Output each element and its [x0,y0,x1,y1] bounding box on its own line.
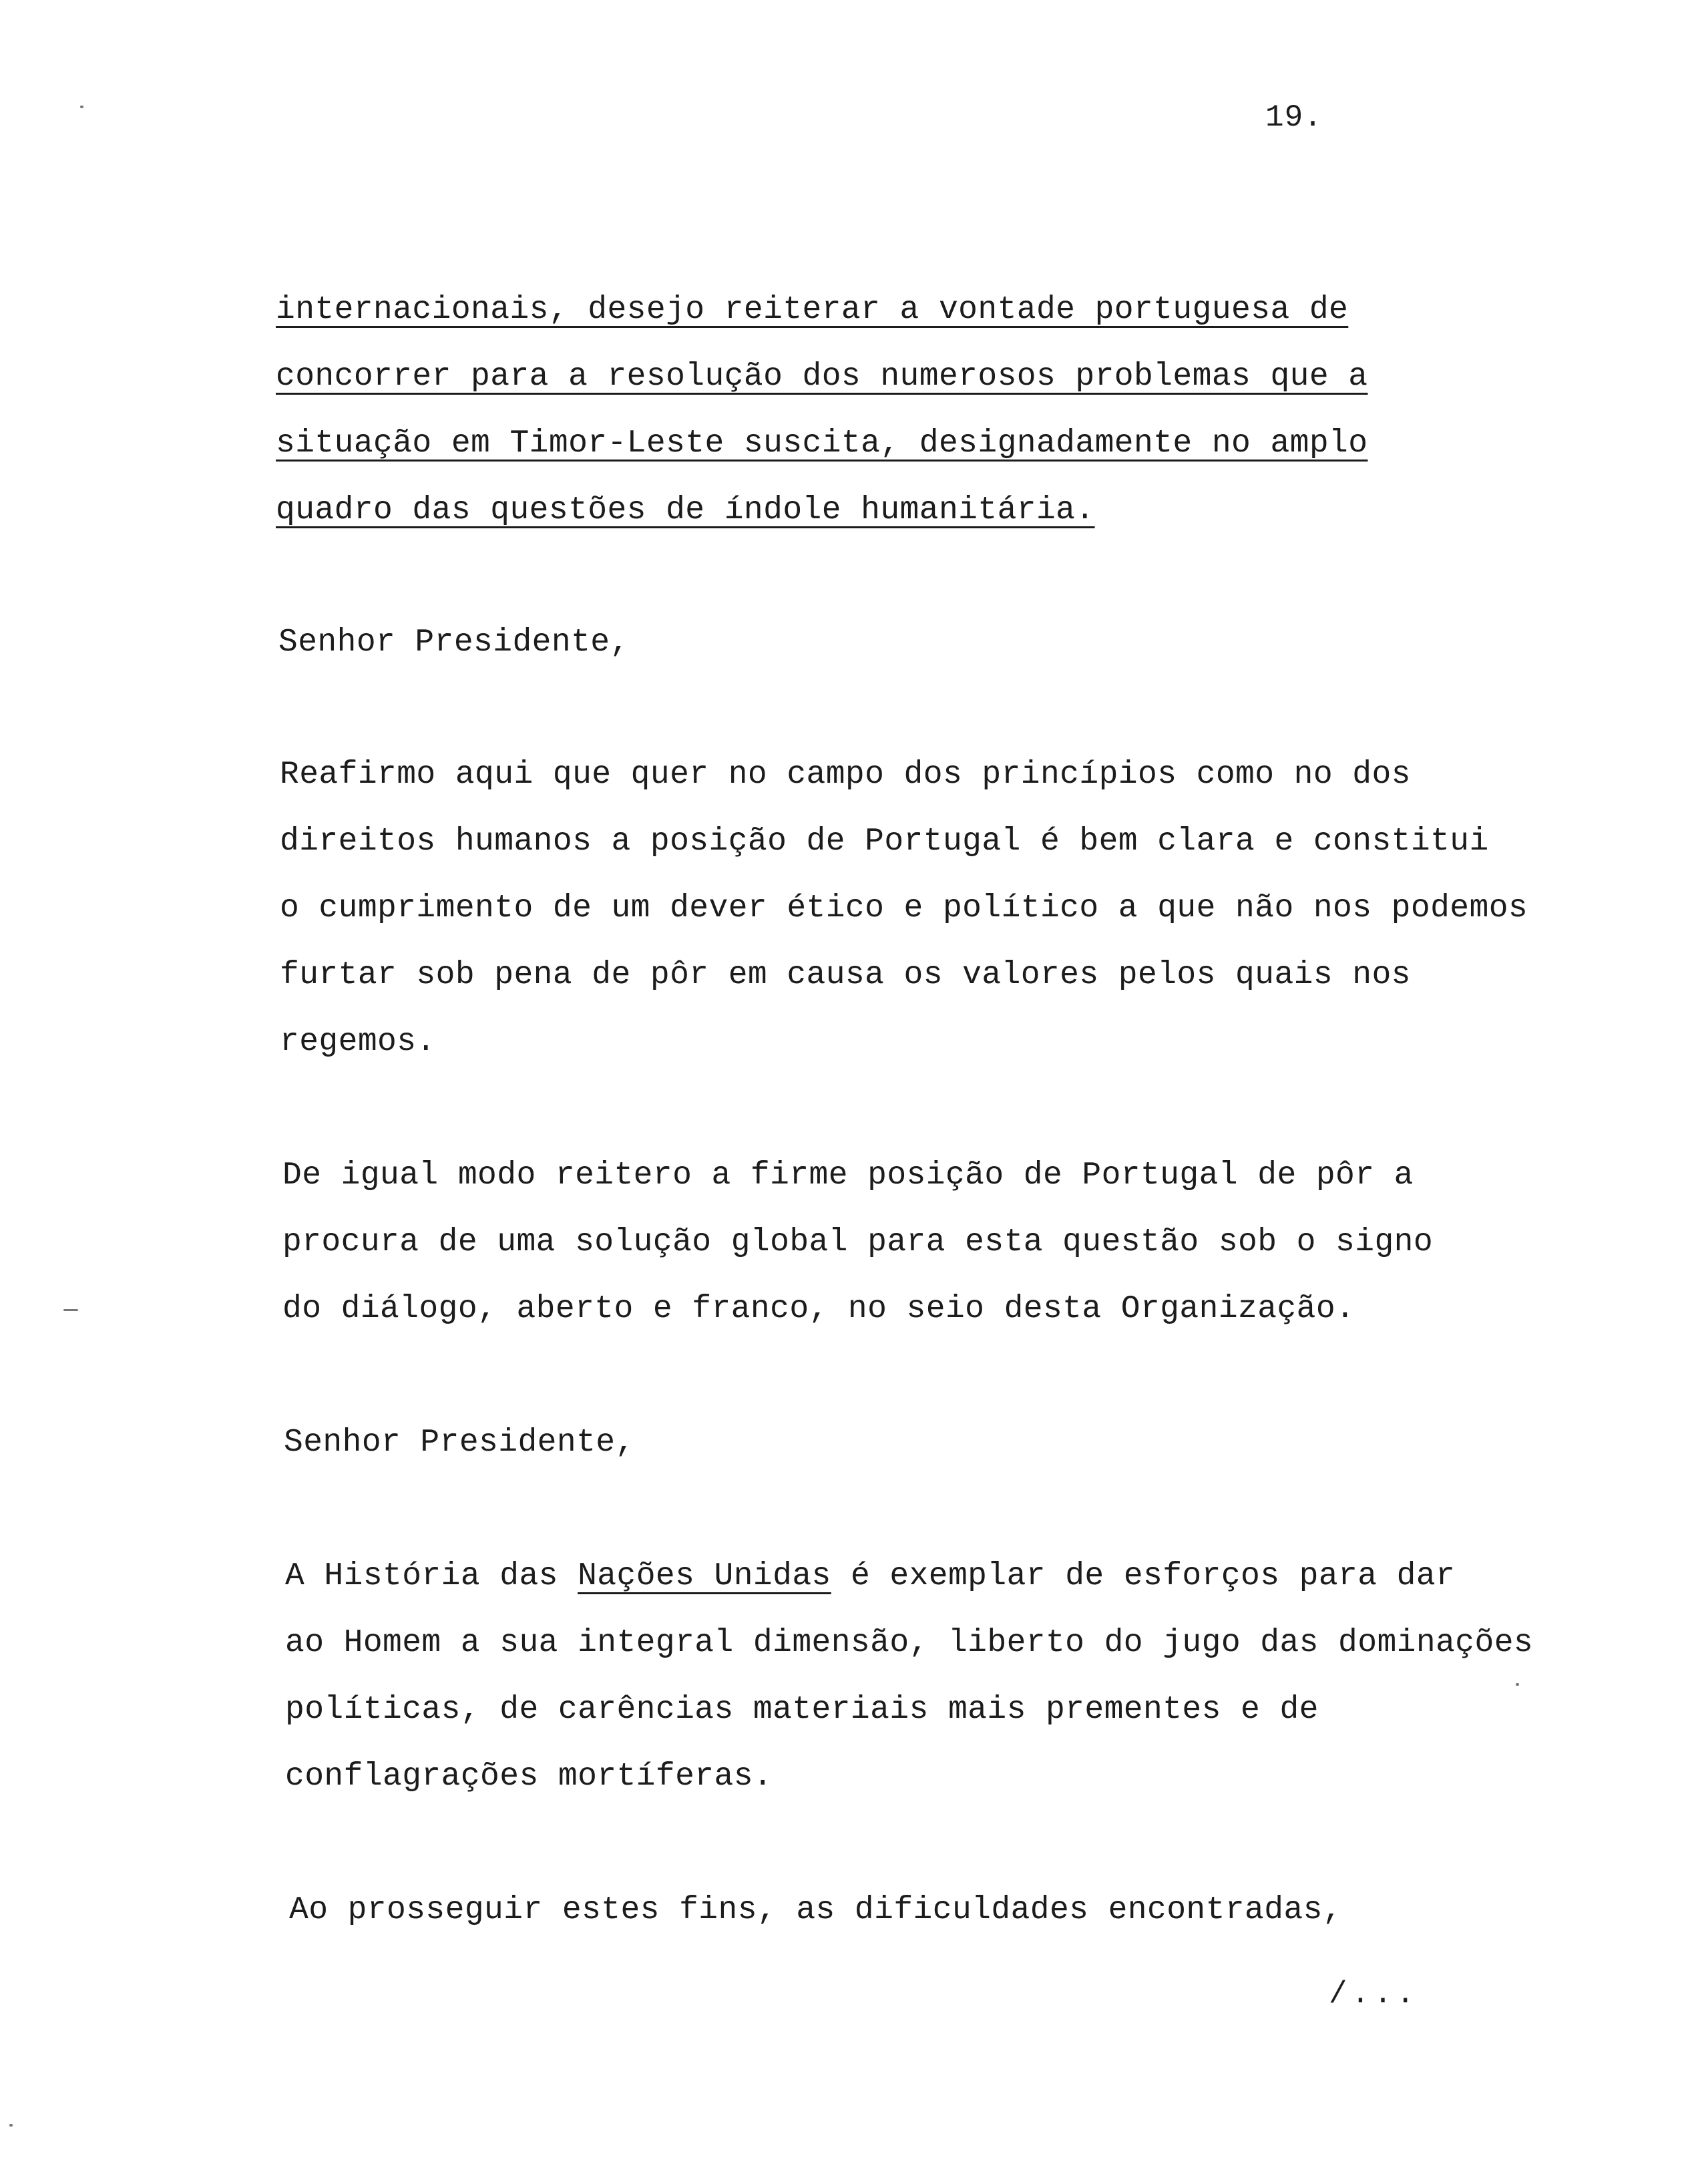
paragraph-4-line-3: políticas, de carências materiais mais prementes e de [285,1692,1319,1728]
paragraph-1-line-1: internacionais, desejo reiterar a vontade portuguesa de [276,292,1349,328]
paragraph-3-line-1: De igual modo reitero a firme posição de Portugal de pôr a [282,1157,1414,1194]
scan-speck [9,2124,13,2127]
page-number: 19. [1265,100,1323,135]
paragraph-1-line-3: situação em Timor-Leste suscita, designadamente no amplo [276,425,1368,462]
paragraph-1-line-4: quadro das questões de índole humanitária. [276,492,1095,528]
paragraph-3-line-3: do diálogo, aberto e franco, no seio desta Organização. [282,1291,1355,1327]
paragraph-4-line-2: ao Homem a sua integral dimensão, liberto do jugo das dominações [285,1625,1534,1661]
scan-speck [63,1309,78,1311]
continuation-marker: /... [1329,1977,1419,2012]
paragraph-2-line-2: direitos humanos a posição de Portugal é bem clara e constitui [280,824,1489,860]
paragraph-5-line-1: Ao prosseguir estes fins, as dificuldades encontradas, [289,1892,1343,1928]
paragraph-4-line-1-after: é exemplar de esforços para dar [831,1558,1456,1594]
scan-speck [80,106,83,108]
salutation-2: Senhor Presidente, [284,1425,635,1461]
paragraph-2-line-1: Reafirmo aqui que quer no campo dos princípios como no dos [280,757,1411,793]
salutation-1: Senhor Presidente, [278,624,630,661]
nacoes-unidas-underlined: Nações Unidas [578,1558,831,1594]
paragraph-2-line-5: regemos. [280,1024,436,1060]
scan-speck [1516,1683,1519,1686]
paragraph-1-line-2: concorrer para a resolução dos numerosos problemas que a [276,359,1368,395]
paragraph-4-line-1 [285,1558,1455,1594]
paragraph-2-line-3: o cumprimento de um dever ético e político a que não nos podemos [280,890,1528,926]
paragraph-4-line-4: conflagrações mortíferas. [285,1759,773,1795]
paragraph-3-line-2: procura de uma solução global para esta questão sob o signo [282,1224,1434,1260]
paragraph-2-line-4: furtar sob pena de pôr em causa os valores pelos quais nos [280,957,1411,993]
paragraph-4-line-1-before: A História das [285,1558,578,1594]
